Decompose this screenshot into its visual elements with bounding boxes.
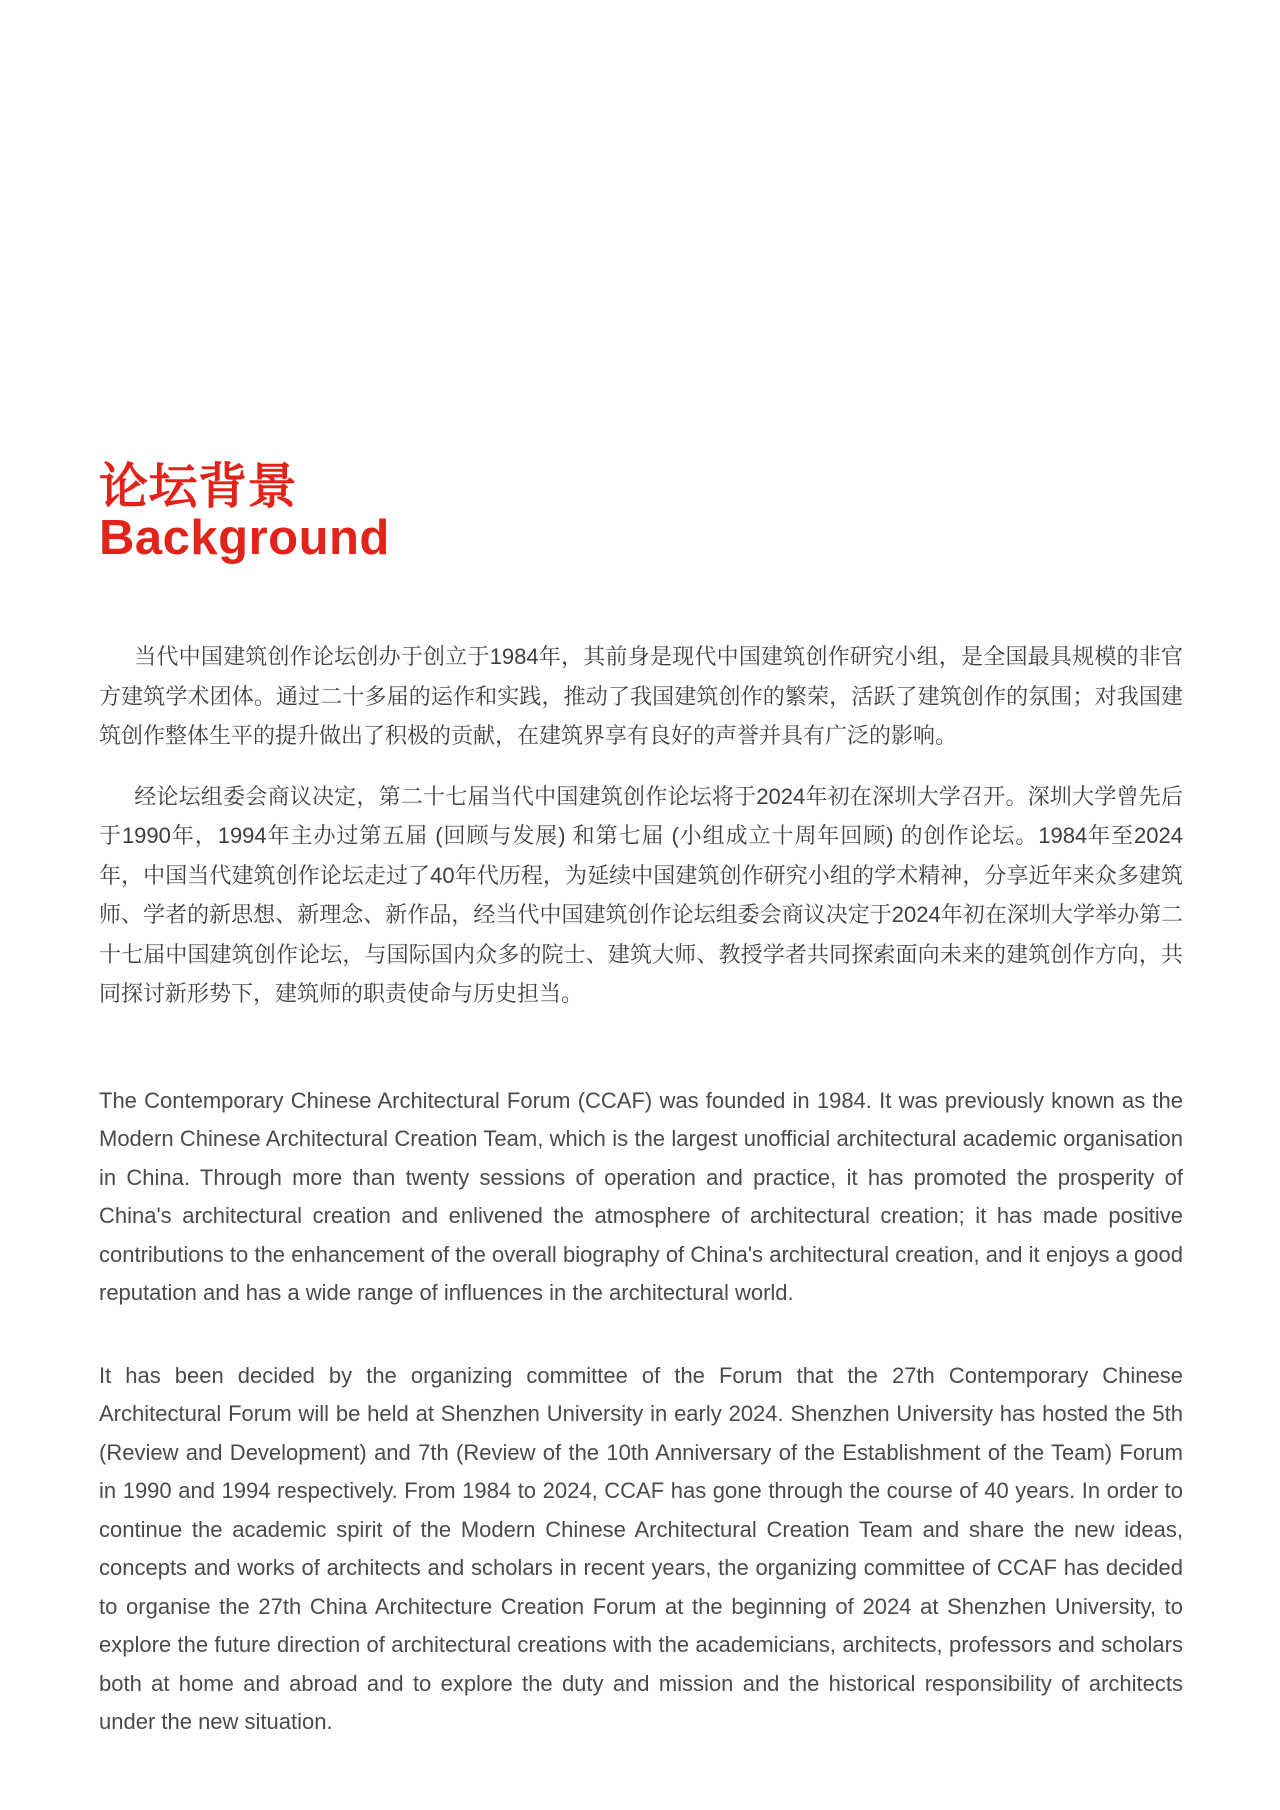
english-paragraph-1: The Contemporary Chinese Architectural Forum (CCAF) was founded in 1984. It was previously known as the Modern Chinese Architectural Creation Team, which is the largest unofficial architectural academic organisation in China. Through more than twenty sessions of operation and practice, it has promoted the prosperity of China's architectural creation and enlivened the atmosphere of architectural creation; it has made positive contributions to the enhancement of the overall biography of China's architectural creation, and it enjoys a good reputation and has a wide range of influences in the architectural world. bbox=[99, 1087, 1183, 1305]
section-header bbox=[99, 462, 1183, 564]
page-title-chinese: 论坛背景 bbox=[99, 460, 298, 514]
english-paragraph-2: It has been decided by the organizing committee of the Forum that the 27th Contemporary Chinese Architectural Forum will be held at Shenzhen University in early 2024. Shenzhen University has hosted the 5th (Review and Development) and 7th (Review of the 10th Anniversary of the Establishment of the Team) Forum in 1990 and 1994 respectively. From 1984 to 2024, CCAF has gone through the course of 40 years. In order to continue the academic spirit of the Modern Chinese Architectural Creation Team and share the new ideas, concepts and works of architects and scholars in recent years, the organizing committee of CCAF has decided to organise the 27th China Architecture Creation Forum at the beginning of 2024 at Shenzhen University, to explore the future direction of architectural creations with the academicians, architects, professors and scholars both at home and abroad and to explore the duty and mission and the historical responsibility of architects under the new situation. bbox=[99, 1362, 1183, 1734]
chinese-text-section bbox=[99, 637, 1183, 1014]
chinese-paragraph-1: 当代中国建筑创作论坛创办于创立于1984年，其前身是现代中国建筑创作研究小组，是全国最具规模的非官方建筑学术团体。通过二十多届的运作和实践，推动了我国建筑创作的繁荣，活跃了建筑创作的氛围；对我国建筑创作整体生平的提升做出了积极的贡献，在建筑界享有良好的声誉并具有广泛的影响。 bbox=[99, 644, 1183, 748]
page-title-english: Background bbox=[99, 511, 390, 565]
page-title bbox=[99, 462, 1183, 564]
english-text-section bbox=[99, 1082, 1183, 1742]
chinese-paragraph-2: 经论坛组委会商议决定，第二十七届当代中国建筑创作论坛将于2024年初在深圳大学召开。深圳大学曾先后于1990年，1994年主办过第五届 (回顾与发展) 和第七届 (小组成立十周年回顾) 的创作论坛。1984年至2024年，中国当代建筑创作论坛走过了40年代历程，为延续中国建筑创作研究小组的学术精神，分享近年来众多建筑师、学者的新思想、新理念、新作品，经当代中国建筑创作论坛组委会商议决定于2024年初在深圳大学举办第二十七届中国建筑创作论坛，与国际国内众多的院士、建筑大师、教授学者共同探索面向未来的建筑创作方向，共同探讨新形势下，建筑师的职责使命与历史担当。 bbox=[99, 783, 1183, 1006]
